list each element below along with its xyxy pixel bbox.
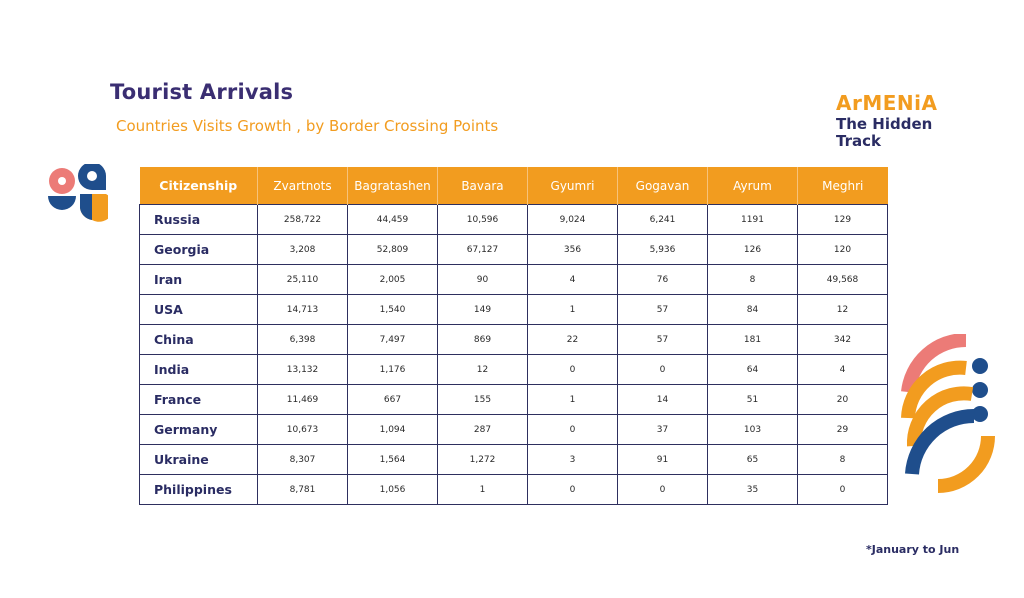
column-header: Ayrum [708,167,798,205]
table-cell: 64 [708,355,798,385]
navy-dot-shape [972,382,988,398]
table-cell: 25,110 [258,265,348,295]
table-cell: 35 [708,475,798,505]
table-cell: 1,056 [348,475,438,505]
table-cell: 22 [528,325,618,355]
table-cell: 0 [528,415,618,445]
arc-hole-shape [87,171,97,181]
table-cell: 0 [798,475,888,505]
table-cell: 4 [528,265,618,295]
country-cell: Iran [140,265,258,295]
table-cell: 1,272 [438,445,528,475]
orange-arc-shape-3 [938,436,988,486]
arrivals-table [139,167,888,505]
table-cell: 2,005 [348,265,438,295]
column-header: Meghri [798,167,888,205]
circle-hole-shape [58,177,66,185]
table-cell: 149 [438,295,528,325]
country-cell: Ukraine [140,445,258,475]
table-cell: 37 [618,415,708,445]
table-cell: 13,132 [258,355,348,385]
table-cell: 120 [798,235,888,265]
table-row [140,325,888,355]
table-cell: 9,024 [528,205,618,235]
country-cell: Philippines [140,475,258,505]
table-cell: 52,809 [348,235,438,265]
table-cell: 3,208 [258,235,348,265]
table-cell: 1,094 [348,415,438,445]
table-cell: 8,781 [258,475,348,505]
table-cell: 76 [618,265,708,295]
table-cell: 8 [798,445,888,475]
table-cell: 129 [798,205,888,235]
table-cell: 14 [618,385,708,415]
country-cell: USA [140,295,258,325]
table-row [140,355,888,385]
table-cell: 667 [348,385,438,415]
table-cell: 181 [708,325,798,355]
table-cell: 29 [798,415,888,445]
table-cell: 12 [798,295,888,325]
table-cell: 8 [708,265,798,295]
table-cell: 0 [528,475,618,505]
country-cell: France [140,385,258,415]
table-cell: 84 [708,295,798,325]
table-cell: 3 [528,445,618,475]
table-row [140,295,888,325]
table-cell: 155 [438,385,528,415]
table-cell: 0 [528,355,618,385]
table-cell: 103 [708,415,798,445]
table-cell: 0 [618,355,708,385]
table-cell: 91 [618,445,708,475]
country-cell: China [140,325,258,355]
table-row [140,265,888,295]
table-cell: 10,596 [438,205,528,235]
page-title: Tourist Arrivals [110,80,294,104]
decorative-logo-left [46,164,108,226]
table-cell: 12 [438,355,528,385]
table-row [140,385,888,415]
table-cell: 11,469 [258,385,348,415]
brand-tagline-line1: The Hidden [836,115,933,133]
column-header: Citizenship [140,167,258,205]
country-cell: Russia [140,205,258,235]
navy-half-circle-shape [48,196,76,210]
table-cell: 51 [708,385,798,415]
brand-logo [836,90,937,150]
table-cell: 5,936 [618,235,708,265]
table-cell: 287 [438,415,528,445]
table-cell: 1,564 [348,445,438,475]
table-cell: 90 [438,265,528,295]
table-cell: 0 [618,475,708,505]
table-cell: 20 [798,385,888,415]
column-header: Gyumri [528,167,618,205]
table-cell: 6,241 [618,205,708,235]
table-cell: 8,307 [258,445,348,475]
brand-name: ArMENiA [836,91,938,115]
table-cell: 57 [618,295,708,325]
table-cell: 67,127 [438,235,528,265]
country-cell: India [140,355,258,385]
table-cell: 342 [798,325,888,355]
decorative-arcs-right [896,334,996,494]
table-cell: 356 [528,235,618,265]
table-cell: 1 [438,475,528,505]
table-cell: 14,713 [258,295,348,325]
table-cell: 1191 [708,205,798,235]
table-row [140,475,888,505]
table-cell: 4 [798,355,888,385]
table-header-row [140,167,888,205]
table-cell: 65 [708,445,798,475]
table-cell: 126 [708,235,798,265]
footnote: *January to Jun [866,543,960,556]
table-cell: 258,722 [258,205,348,235]
table-row [140,445,888,475]
column-header: Bagratashen [348,167,438,205]
table-cell: 1 [528,295,618,325]
country-cell: Germany [140,415,258,445]
column-header: Bavara [438,167,528,205]
column-header: Zvartnots [258,167,348,205]
table-cell: 49,568 [798,265,888,295]
navy-dot-shape [972,406,988,422]
table-cell: 1,540 [348,295,438,325]
page-subtitle: Countries Visits Growth , by Border Crossing Points [116,117,499,135]
country-cell: Georgia [140,235,258,265]
table-row [140,415,888,445]
table-cell: 1,176 [348,355,438,385]
table-cell: 10,673 [258,415,348,445]
table-row [140,235,888,265]
table-cell: 1 [528,385,618,415]
table-cell: 869 [438,325,528,355]
column-header: Gogavan [618,167,708,205]
table-cell: 6,398 [258,325,348,355]
table-cell: 44,459 [348,205,438,235]
table-cell: 7,497 [348,325,438,355]
table-cell: 57 [618,325,708,355]
navy-dot-shape [972,358,988,374]
navy-quarter-shape [80,194,92,220]
table-row [140,205,888,235]
brand-tagline-line2: Track [836,132,881,150]
